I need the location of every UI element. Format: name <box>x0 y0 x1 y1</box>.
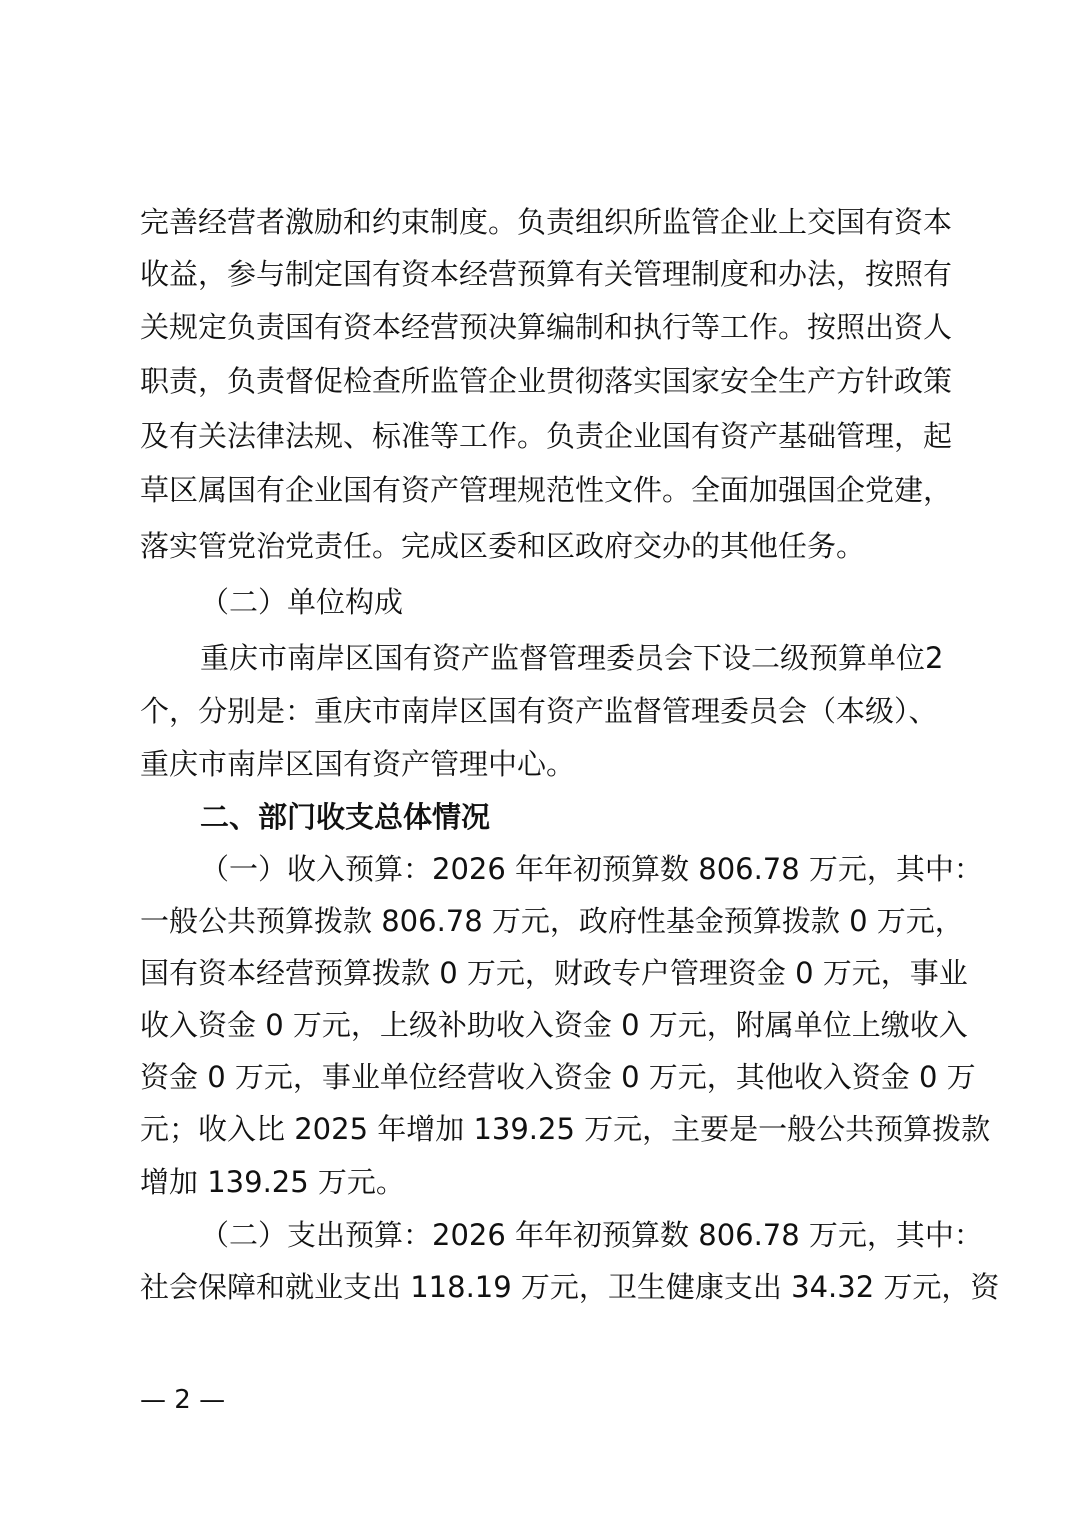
section-heading: 二、部门收支总体情况 <box>200 800 491 834</box>
body-text-line: 及有关法律法规、标准等工作。负责企业国有资产基础管理，起 <box>140 419 953 453</box>
body-text-line: （二）支出预算：2026 年年初预算数 806.78 万元，其中： <box>200 1218 983 1252</box>
body-text-line: 关规定负责国有资本经营预决算编制和执行等工作。按照出资人 <box>140 310 953 344</box>
body-text-line: （一）收入预算：2026 年年初预算数 806.78 万元，其中： <box>200 852 983 886</box>
body-text-line: 重庆市南岸区国有资产监督管理委员会下设二级预算单位2 <box>200 641 944 675</box>
body-text-line: 重庆市南岸区国有资产管理中心。 <box>140 747 576 781</box>
body-text-line: 元；收入比 2025 年增加 139.25 万元，主要是一般公共预算拨款 <box>140 1112 991 1146</box>
body-text-line: 收益，参与制定国有资本经营预算有关管理制度和办法，按照有 <box>140 257 953 291</box>
section-heading: （二）单位构成 <box>200 585 404 619</box>
body-text-line: 增加 139.25 万元。 <box>140 1165 405 1199</box>
body-text-line: 国有资本经营预算拨款 0 万元，财政专户管理资金 0 万元，事业 <box>140 956 968 990</box>
body-text-line: 落实管党治党责任。完成区委和区政府交办的其他任务。 <box>140 529 866 563</box>
body-text-line: 收入资金 0 万元，上级补助收入资金 0 万元，附属单位上缴收入 <box>140 1008 968 1042</box>
body-text-line: 一般公共预算拨款 806.78 万元，政府性基金预算拨款 0 万元， <box>140 904 964 938</box>
body-text-line: 社会保障和就业支出 118.19 万元，卫生健康支出 34.32 万元，资 <box>140 1270 1000 1304</box>
body-text-line: 完善经营者激励和约束制度。负责组织所监管企业上交国有资本 <box>140 205 953 239</box>
body-text-line: 资金 0 万元，事业单位经营收入资金 0 万元，其他收入资金 0 万 <box>140 1060 976 1094</box>
body-text-line: 个，分别是：重庆市南岸区国有资产监督管理委员会（本级）、 <box>140 694 938 728</box>
body-text-line: 职责，负责督促检查所监管企业贯彻落实国家安全生产方针政策 <box>140 364 953 398</box>
page-number: — 2 — <box>140 1385 226 1415</box>
body-text-line: 草区属国有企业国有资产管理规范性文件。全面加强国企党建， <box>140 473 953 507</box>
